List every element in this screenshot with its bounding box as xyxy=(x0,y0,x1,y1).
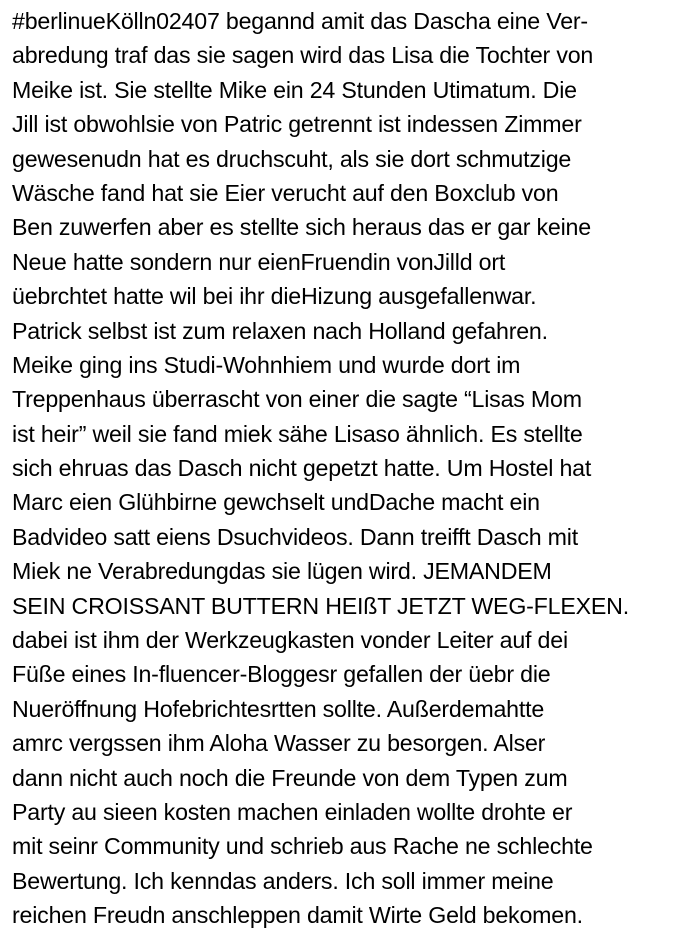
body-text xyxy=(12,4,680,933)
text-line-5: gewesenudn hat es druchscuht, als sie dort schmutzige xyxy=(12,145,572,172)
text-line-21: Nueröffnung Hofebrichtesrtten sollte. Außerdemahtte xyxy=(12,695,545,722)
text-line-20: Füße eines In-fluencer-Bloggesr gefallen der üebr die xyxy=(12,661,551,688)
text-line-14: sich ehruas das Dasch nicht gepetzt hatte. Um Hostel hat xyxy=(12,455,592,482)
text-line-9: üebrchtet hatte wil bei ihr dieHizung ausgefallenwar. xyxy=(12,283,537,310)
text-line-15: Marc eien Glühbirne gewchselt undDache macht ein xyxy=(12,489,540,516)
text-line-24: Party au sieen kosten machen einladen wollte drohte er xyxy=(12,798,573,825)
text-line-4: Jill ist obwohlsie von Patric getrennt ist indessen Zimmer xyxy=(12,111,582,138)
text-line-13: ist heir” weil sie fand miek sähe Lisaso ähnlich. Es stellte xyxy=(12,420,583,447)
text-line-25: mit seinr Community und schrieb aus Rache ne schlechte xyxy=(12,833,593,860)
text-line-6: Wäsche fand hat sie Eier verucht auf den Boxclub von xyxy=(12,179,559,206)
text-line-3: Meike ist. Sie stellte Mike ein 24 Stunden Utimatum. Die xyxy=(12,76,577,103)
text-line-2: abredung traf das sie sagen wird das Lisa die Tochter von xyxy=(12,42,594,69)
text-line-7: Ben zuwerfen aber es stellte sich heraus das er gar keine xyxy=(12,214,591,241)
text-line-16: Badvideo satt eiens Dsuchvideos. Dann treifft Dasch mit xyxy=(12,523,578,550)
text-line-11: Meike ging ins Studi-Wohnhiem und wurde dort im xyxy=(12,351,521,378)
text-line-1: #berlinueKölln02407 begannd amit das Dascha eine Ver- xyxy=(12,8,588,34)
text-line-26: Bewertung. Ich kenndas anders. Ich soll immer meine xyxy=(12,867,554,894)
text-line-17: Miek ne Verabredungdas sie lügen wird. JEMANDEM xyxy=(12,558,552,585)
text-line-27: reichen Freudn anschleppen damit Wirte Geld bekomen. xyxy=(12,902,583,929)
text-line-10: Patrick selbst ist zum relaxen nach Holland gefahren. xyxy=(12,317,548,344)
text-line-19: dabei ist ihm der Werkzeugkasten vonder Leiter auf dei xyxy=(12,627,568,654)
text-line-18: SEIN CROISSANT BUTTERN HEIßT JETZT WEG-FLEXEN. xyxy=(12,592,629,619)
text-line-12: Treppenhaus überrascht von einer die sagte “Lisas Mom xyxy=(12,386,582,413)
text-line-23: dann nicht auch noch die Freunde von dem Typen zum xyxy=(12,764,568,791)
text-line-22: amrc vergssen ihm Aloha Wasser zu besorgen. Alser xyxy=(12,730,546,757)
text-line-8: Neue hatte sondern nur eienFruendin vonJilld ort xyxy=(12,248,506,275)
